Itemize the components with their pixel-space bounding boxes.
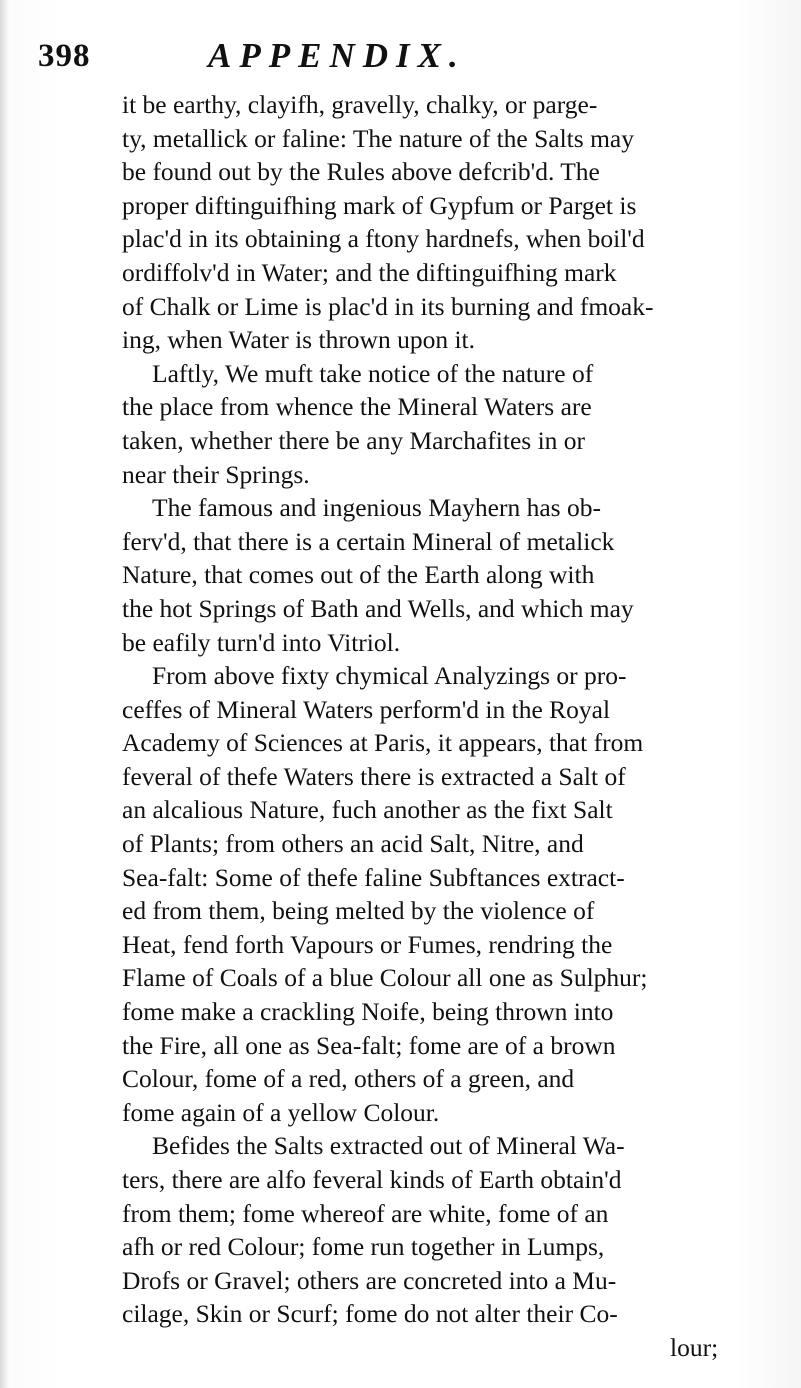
text-line: ed from them, being melted by the violence of — [122, 896, 595, 926]
catchword: lour; — [670, 1332, 719, 1362]
text-line: Flame of Coals of a blue Colour all one as Sulphur; — [122, 963, 648, 993]
text-line: ordiffolv'd in Water; and the diftinguifhing mark — [122, 257, 617, 287]
text-line: from them; fome whereof are white, fome of an — [122, 1198, 609, 1228]
text-line: ferv'd, that there is a certain Mineral of metalick — [122, 526, 615, 556]
text-line: fome make a crackling Noife, being thrown into — [122, 997, 614, 1027]
text-line: proper diftinguifhing mark of Gypfum or Parget is — [122, 190, 637, 220]
text-line: of Plants; from others an acid Salt, Nitre, and — [122, 829, 584, 859]
text-line: near their Springs. — [122, 459, 310, 489]
text-line: be eafily turn'd into Vitriol. — [122, 627, 401, 657]
text-line: ing, when Water is thrown upon it. — [122, 325, 476, 355]
text-line: ceffes of Mineral Waters perform'd in the Royal — [122, 694, 611, 724]
text-line: it be earthy, clayifh, gravelly, chalky, or parge- — [122, 90, 598, 119]
text-line: From above fixty chymical Analyzings or pro- — [152, 661, 627, 691]
text-line: Befides the Salts extracted out of Mineral Wa- — [152, 1131, 625, 1161]
text-line: the Fire, all one as Sea-falt; fome are of a brown — [122, 1030, 616, 1060]
text-line: of Chalk or Lime is plac'd in its burning and fmoak- — [122, 291, 654, 321]
page-header — [38, 38, 758, 78]
page-number: 398 — [38, 38, 91, 74]
text-line: an alcalious Nature, fuch another as the fixt Salt — [122, 795, 613, 825]
text-line: be found out by the Rules above defcrib'd. The — [122, 157, 600, 187]
text-line: Heat, fend forth Vapours or Fumes, rendring the — [122, 929, 613, 959]
text-line: feveral of thefe Waters there is extracted a Salt of — [122, 761, 626, 791]
text-line: cilage, Skin or Scurf; fome do not alter their Co- — [122, 1299, 618, 1329]
text-line: ters, there are alfo feveral kinds of Earth obtain'd — [122, 1165, 622, 1194]
text-line: Sea-falt: Some of thefe faline Subftances extract- — [122, 862, 625, 892]
text-line: Nature, that comes out of the Earth along with — [122, 560, 595, 590]
text-line: Drofs or Gravel; others are concreted into a Mu- — [122, 1265, 617, 1295]
running-head: APPENDIX. — [208, 36, 466, 75]
text-line: plac'd in its obtaining a ftony hardnefs, when boil'd — [122, 224, 645, 254]
text-line: taken, whether there be any Marchafites in or — [122, 425, 586, 455]
page-gutter-shadow — [0, 0, 10, 1388]
text-line: ty, metallick or faline: The nature of the Salts may — [122, 123, 634, 153]
text-line: Colour, fome of a red, others of a green, and — [122, 1064, 575, 1094]
body-text — [122, 88, 790, 1365]
text-line: afh or red Colour; fome run together in Lumps, — [122, 1232, 605, 1262]
text-line: fome again of a yellow Colour. — [122, 1097, 440, 1127]
text-line: The famous and ingenious Mayhern has ob- — [152, 493, 601, 523]
text-line: Academy of Sciences at Paris, it appears, that from — [122, 728, 644, 758]
text-line: the hot Springs of Bath and Wells, and which may — [122, 593, 634, 623]
text-line: Laftly, We muft take notice of the nature of — [152, 358, 594, 388]
text-line: the place from whence the Mineral Waters are — [122, 392, 592, 422]
